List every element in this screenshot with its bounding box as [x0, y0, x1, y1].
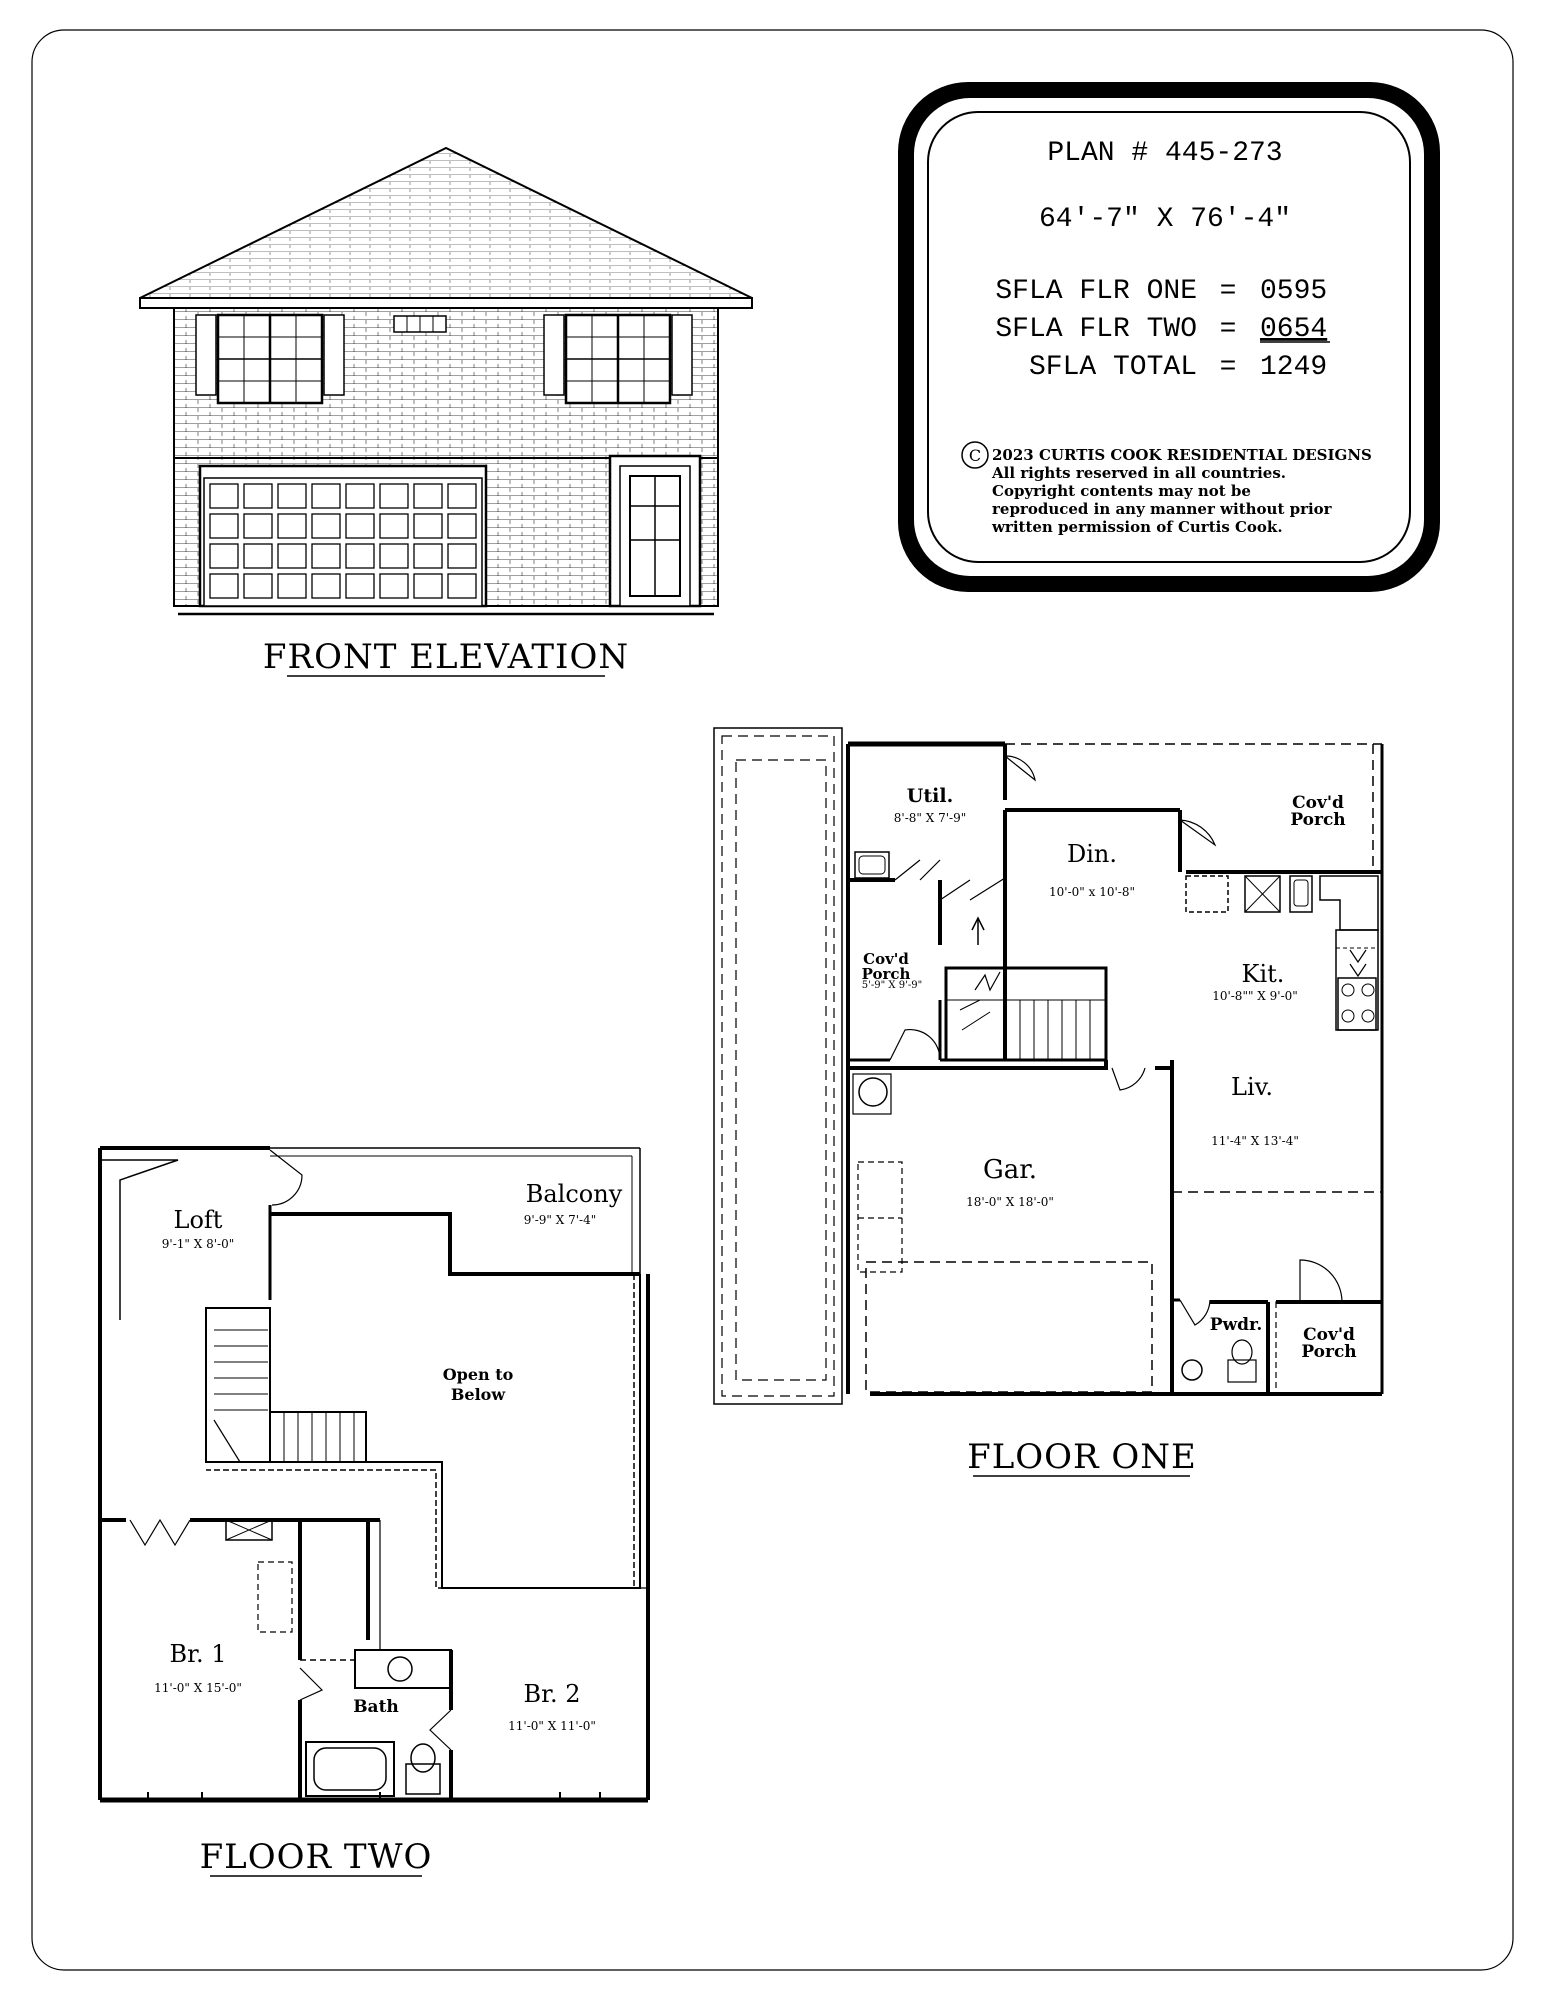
room-covd-porch-front-name: Cov'd Porch	[1301, 1325, 1357, 1362]
room-br2-name: Br. 2	[523, 1680, 581, 1708]
front-elevation-caption: FRONT ELEVATION	[262, 637, 630, 677]
room-br1-dims: 11'-0" X 15'-0"	[154, 1681, 242, 1695]
room-balcony-dims: 9'-9" X 7'-4"	[523, 1213, 597, 1227]
floor-one-plan	[714, 728, 1382, 1404]
copyright-line-2: All rights reserved in all countries.	[992, 464, 1287, 482]
room-gar-dims: 18'-0" X 18'-0"	[966, 1195, 1054, 1209]
sfla-floor-one-label: SFLA FLR ONE	[995, 276, 1197, 307]
copyright-line-4: reproduced in any manner without prior	[992, 500, 1332, 518]
room-pwdr-name: Pwdr.	[1209, 1315, 1263, 1335]
copyright-line-5: written permission of Curtis Cook.	[992, 518, 1283, 536]
room-liv-dims: 11'-4" X 13'-4"	[1211, 1134, 1299, 1148]
copyright-symbol: C	[968, 446, 982, 465]
room-util-name: Util.	[906, 785, 954, 807]
title-block	[898, 82, 1440, 592]
sfla-floor-one-equals: =	[1219, 276, 1237, 307]
room-din-dims: 10'-0" x 10'-8"	[1049, 885, 1135, 899]
room-bath-name: Bath	[353, 1697, 399, 1717]
sfla-floor-two-equals: =	[1219, 314, 1237, 345]
sfla-floor-two-value: 0654	[1260, 314, 1328, 345]
copyright-line-3: Copyright contents may not be	[992, 482, 1251, 500]
room-br1-name: Br. 1	[169, 1640, 227, 1668]
room-din-name: Din.	[1066, 840, 1118, 868]
sfla-floor-two-label: SFLA FLR TWO	[995, 314, 1197, 345]
copyright-line-1: 2023 CURTIS COOK RESIDENTIAL DESIGNS	[992, 446, 1372, 464]
room-util-dims: 8'-8" X 7'-9"	[893, 811, 967, 825]
floor-one-caption: FLOOR ONE	[967, 1437, 1197, 1477]
room-covd-porch-side-name: Cov'd Porch	[861, 950, 911, 983]
room-kit-dims: 10'-8"" X 9'-0"	[1212, 989, 1298, 1003]
sfla-floor-one-value: 0595	[1260, 276, 1328, 307]
plan-number: PLAN # 445-273	[1047, 138, 1283, 169]
room-kit-name: Kit.	[1241, 960, 1285, 988]
room-loft-name: Loft	[173, 1206, 223, 1234]
room-covd-porch-rear-name: Cov'd Porch	[1290, 793, 1346, 830]
front-elevation-drawing	[140, 148, 752, 614]
sfla-total-value: 1249	[1260, 352, 1328, 383]
room-br2-dims: 11'-0" X 11'-0"	[508, 1719, 596, 1733]
room-open-to-below-line-1: Open to	[442, 1365, 514, 1384]
overall-dimensions: 64'-7" X 76'-4"	[1038, 204, 1292, 235]
room-loft-dims: 9'-1" X 8'-0"	[161, 1237, 235, 1251]
floor-two-caption: FLOOR TWO	[199, 1837, 433, 1877]
room-gar-name: Gar.	[982, 1155, 1038, 1185]
sfla-total-equals: =	[1219, 352, 1237, 383]
room-covd-porch-side-dims: 5'-9" X 9'-9"	[861, 980, 923, 991]
sfla-total-label: SFLA TOTAL	[1028, 352, 1197, 383]
room-liv-name: Liv.	[1231, 1073, 1273, 1101]
room-balcony-name: Balcony	[525, 1180, 623, 1208]
room-open-to-below-line-2: Below	[450, 1385, 506, 1404]
